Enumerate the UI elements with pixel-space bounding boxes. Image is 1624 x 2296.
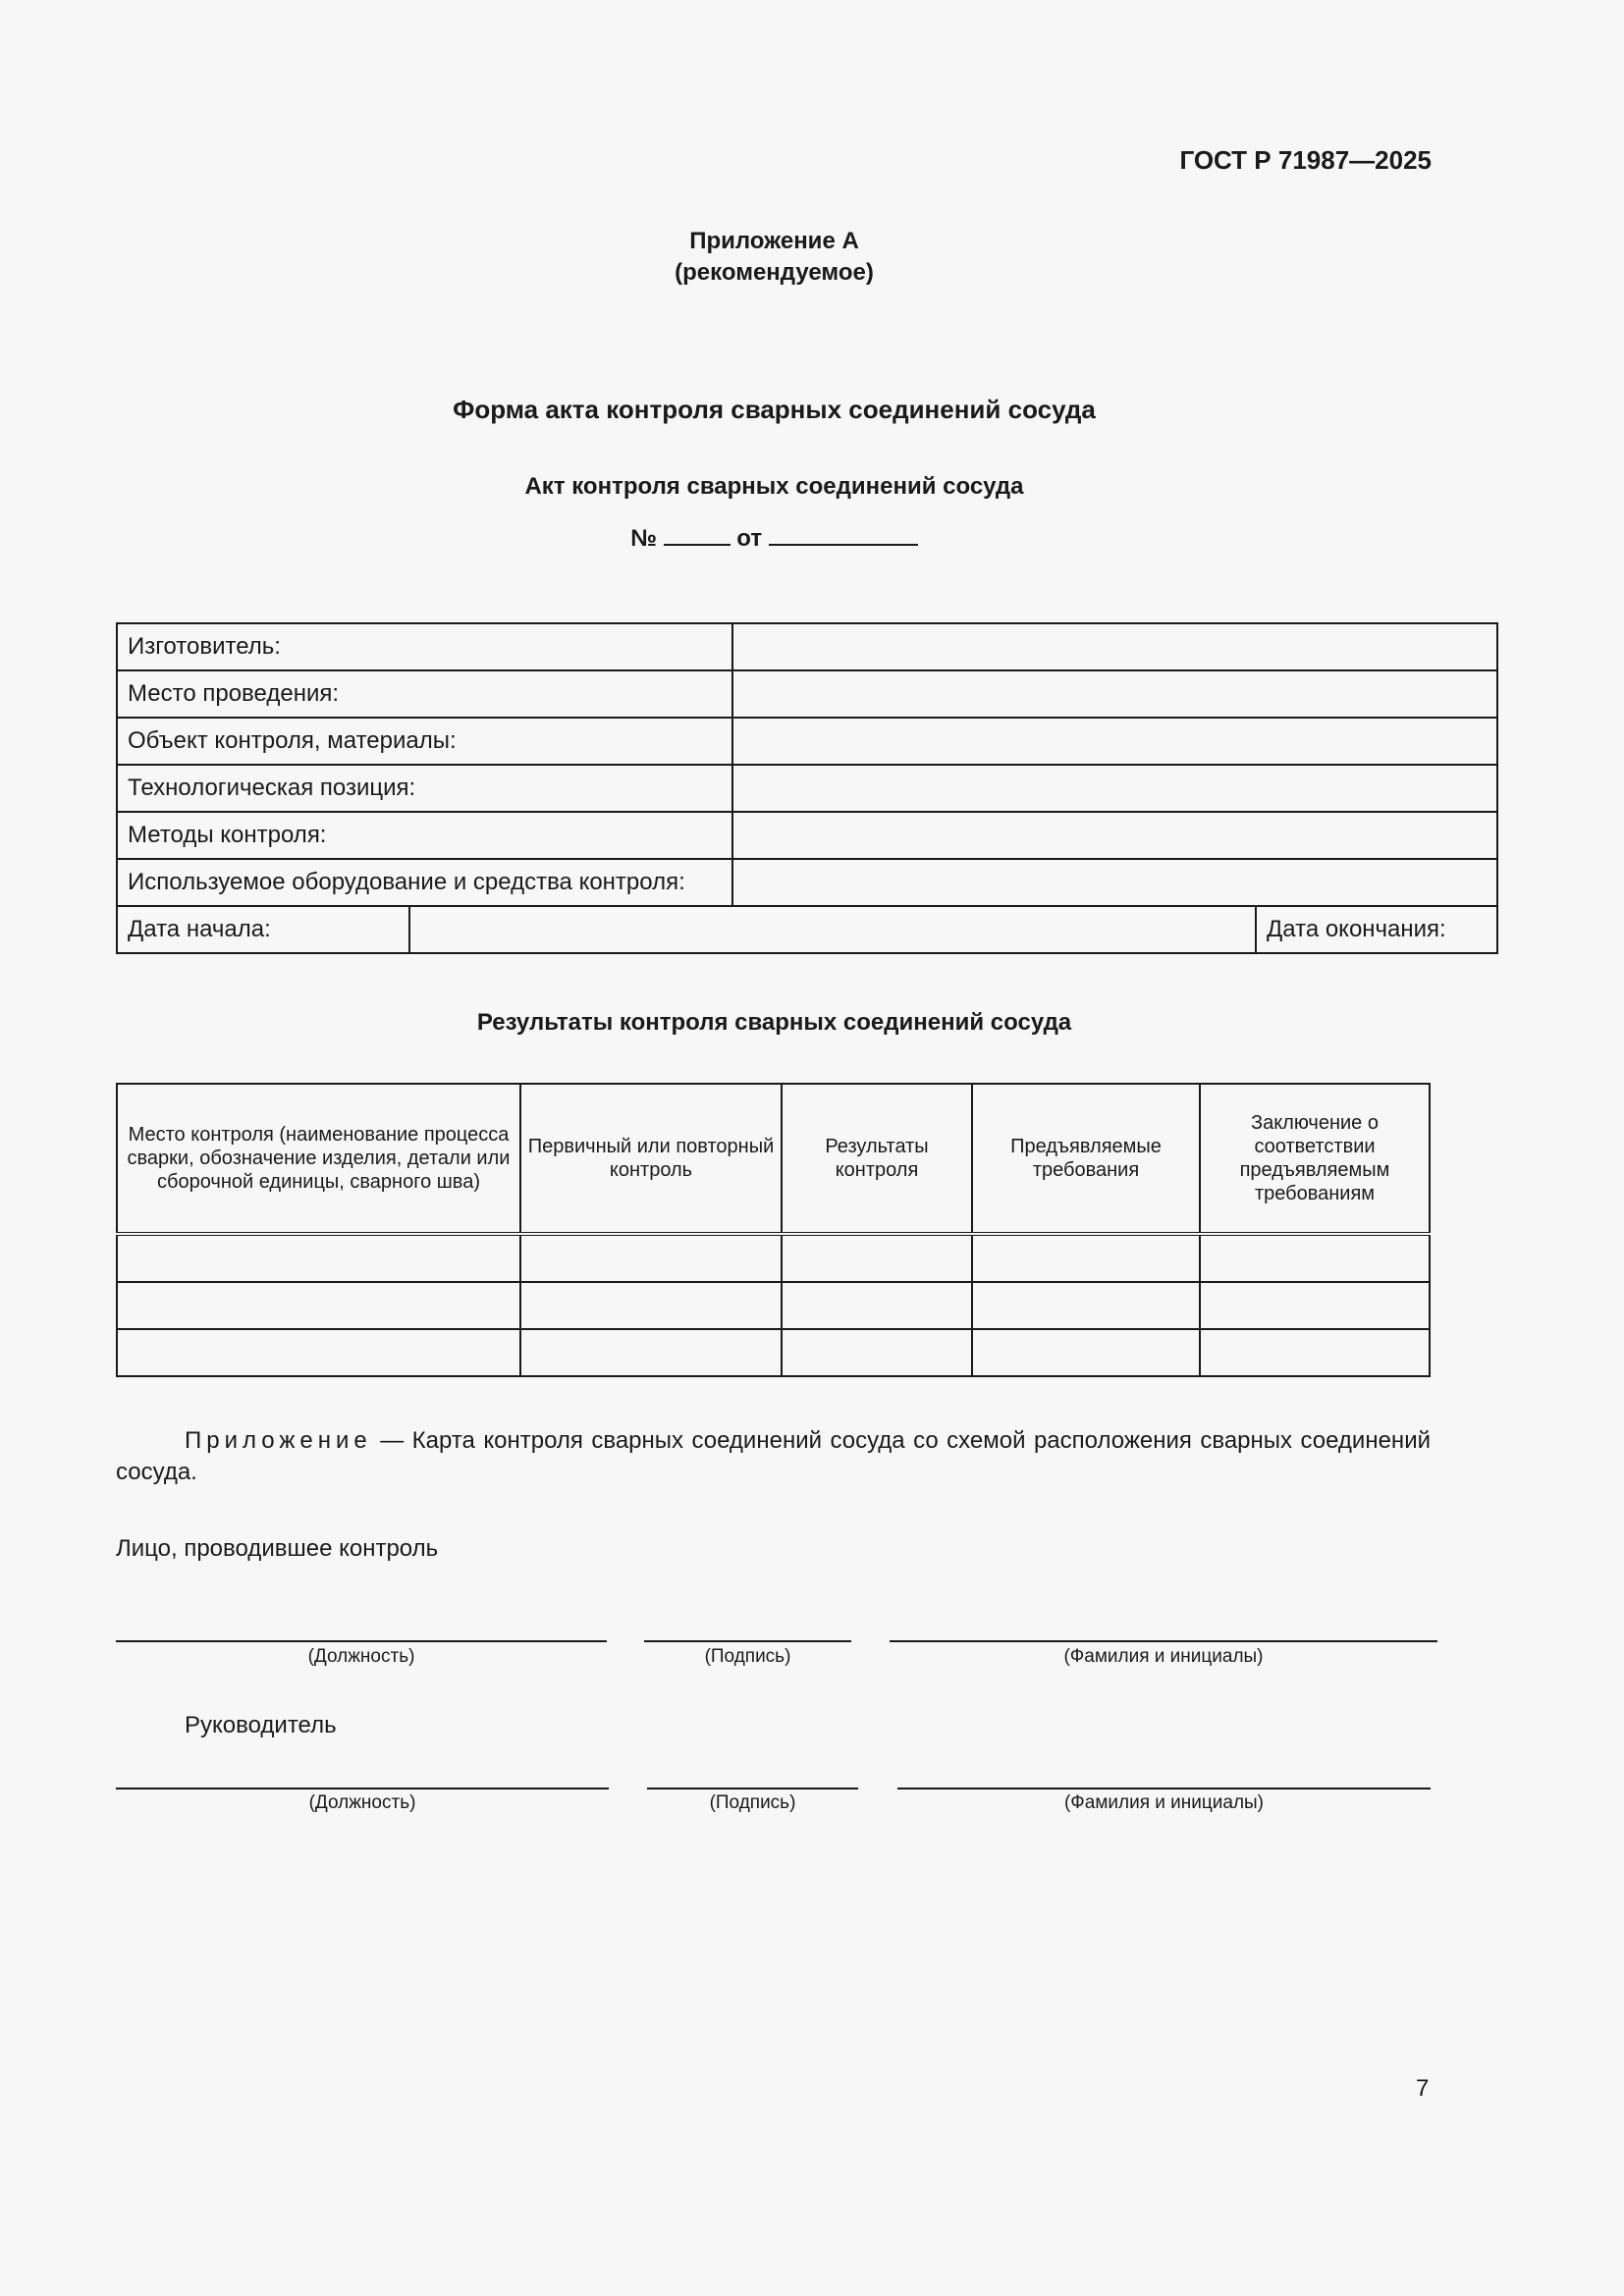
- manager-name-line[interactable]: [897, 1788, 1431, 1789]
- row-value-cell[interactable]: [732, 859, 1497, 906]
- inspector-signature-line[interactable]: [644, 1640, 851, 1642]
- row-label: Технологическая позиция:: [117, 765, 732, 812]
- column-header: Предъявляемые требования: [972, 1084, 1200, 1234]
- table-row: [117, 1329, 1430, 1376]
- act-info-table: [116, 622, 1498, 954]
- table-row: [117, 718, 1497, 765]
- page-number: 7: [1416, 2075, 1430, 2102]
- table-header-row: [117, 1084, 1430, 1234]
- table-cell[interactable]: [782, 1329, 972, 1376]
- row-label: Используемое оборудование и средства контроля:: [117, 859, 732, 906]
- row-label: Место проведения:: [117, 670, 732, 718]
- note-text: — Карта контроля сварных соединений сосуда со схемой расположения сварных соединений сосуда.: [116, 1427, 1431, 1485]
- manager-signature-line[interactable]: [647, 1788, 858, 1789]
- results-title: Результаты контроля сварных соединений сосуда: [476, 1009, 1072, 1036]
- manager-name-caption: (Фамилия и инициалы): [1063, 1792, 1265, 1813]
- table-row: [117, 1282, 1430, 1329]
- column-header: Первичный или повторный контроль: [520, 1084, 782, 1234]
- table-cell[interactable]: [117, 1329, 520, 1376]
- act-number-blank[interactable]: [664, 524, 731, 546]
- table-row: [117, 670, 1497, 718]
- manager-signature-caption: (Подпись): [709, 1792, 796, 1813]
- table-cell[interactable]: [520, 1329, 782, 1376]
- row-value-cell[interactable]: [732, 765, 1497, 812]
- table-cell[interactable]: [972, 1234, 1200, 1282]
- act-date-prefix: от: [736, 525, 763, 552]
- inspector-position-caption: (Должность): [307, 1646, 415, 1667]
- inspector-position-line[interactable]: [116, 1640, 607, 1642]
- table-cell[interactable]: [782, 1234, 972, 1282]
- inspector-name-line[interactable]: [890, 1640, 1437, 1642]
- table-cell[interactable]: [117, 1234, 520, 1282]
- results-table: [116, 1083, 1431, 1377]
- table-row: [117, 812, 1497, 859]
- table-cell[interactable]: [520, 1234, 782, 1282]
- document-code: ГОСТ Р 71987—2025: [1179, 145, 1432, 175]
- row-value-cell[interactable]: [732, 812, 1497, 859]
- act-title: Акт контроля сварных соединений сосуда: [524, 473, 1024, 500]
- table-cell[interactable]: [520, 1282, 782, 1329]
- table-cell[interactable]: [1200, 1282, 1430, 1329]
- table-cell[interactable]: [972, 1282, 1200, 1329]
- manager-position-caption: (Должность): [308, 1792, 416, 1813]
- row-value-cell[interactable]: [732, 623, 1497, 670]
- appendix-title: Приложение А: [689, 228, 859, 254]
- row-value-cell[interactable]: [732, 670, 1497, 718]
- form-title: Форма акта контроля сварных соединений сосуда: [453, 395, 1096, 424]
- table-cell[interactable]: [1200, 1234, 1430, 1282]
- inspector-label: Лицо, проводившее контроль: [116, 1535, 439, 1562]
- table-row: [117, 765, 1497, 812]
- manager-position-line[interactable]: [116, 1788, 609, 1789]
- table-cell[interactable]: [117, 1282, 520, 1329]
- table-row: [117, 1234, 1430, 1282]
- table-cell[interactable]: [972, 1329, 1200, 1376]
- table-cell[interactable]: [1200, 1329, 1430, 1376]
- table-row: [117, 623, 1497, 670]
- row-value-cell[interactable]: [732, 718, 1497, 765]
- appendix-subtitle: (рекомендуемое): [675, 259, 874, 286]
- start-date-label: Дата начала:: [117, 906, 409, 953]
- table-row: [117, 906, 1497, 953]
- row-label: Изготовитель:: [117, 623, 732, 670]
- manager-label: Руководитель: [185, 1712, 337, 1738]
- column-header: Заключение о соответствии предъявляемым требованиям: [1200, 1084, 1430, 1234]
- act-date-blank[interactable]: [769, 524, 918, 546]
- end-date-label: Дата окончания:: [1256, 906, 1497, 953]
- table-cell[interactable]: [782, 1282, 972, 1329]
- column-header: Результаты контроля: [782, 1084, 972, 1234]
- inspector-name-caption: (Фамилия и инициалы): [1063, 1646, 1264, 1667]
- table-row: [117, 859, 1497, 906]
- column-header: Место контроля (наименование процесса сварки, обозначение изделия, детали или сборочной единицы, сварного шва): [117, 1084, 520, 1234]
- row-label: Методы контроля:: [117, 812, 732, 859]
- start-date-cell[interactable]: [409, 906, 1256, 953]
- appendix-heading: [0, 226, 1548, 289]
- act-number-line: [0, 524, 1548, 553]
- appendix-note: [116, 1425, 1431, 1488]
- number-sign: №: [630, 525, 657, 552]
- inspector-signature-caption: (Подпись): [704, 1646, 791, 1667]
- row-label: Объект контроля, материалы:: [117, 718, 732, 765]
- note-label: Приложение: [185, 1427, 372, 1454]
